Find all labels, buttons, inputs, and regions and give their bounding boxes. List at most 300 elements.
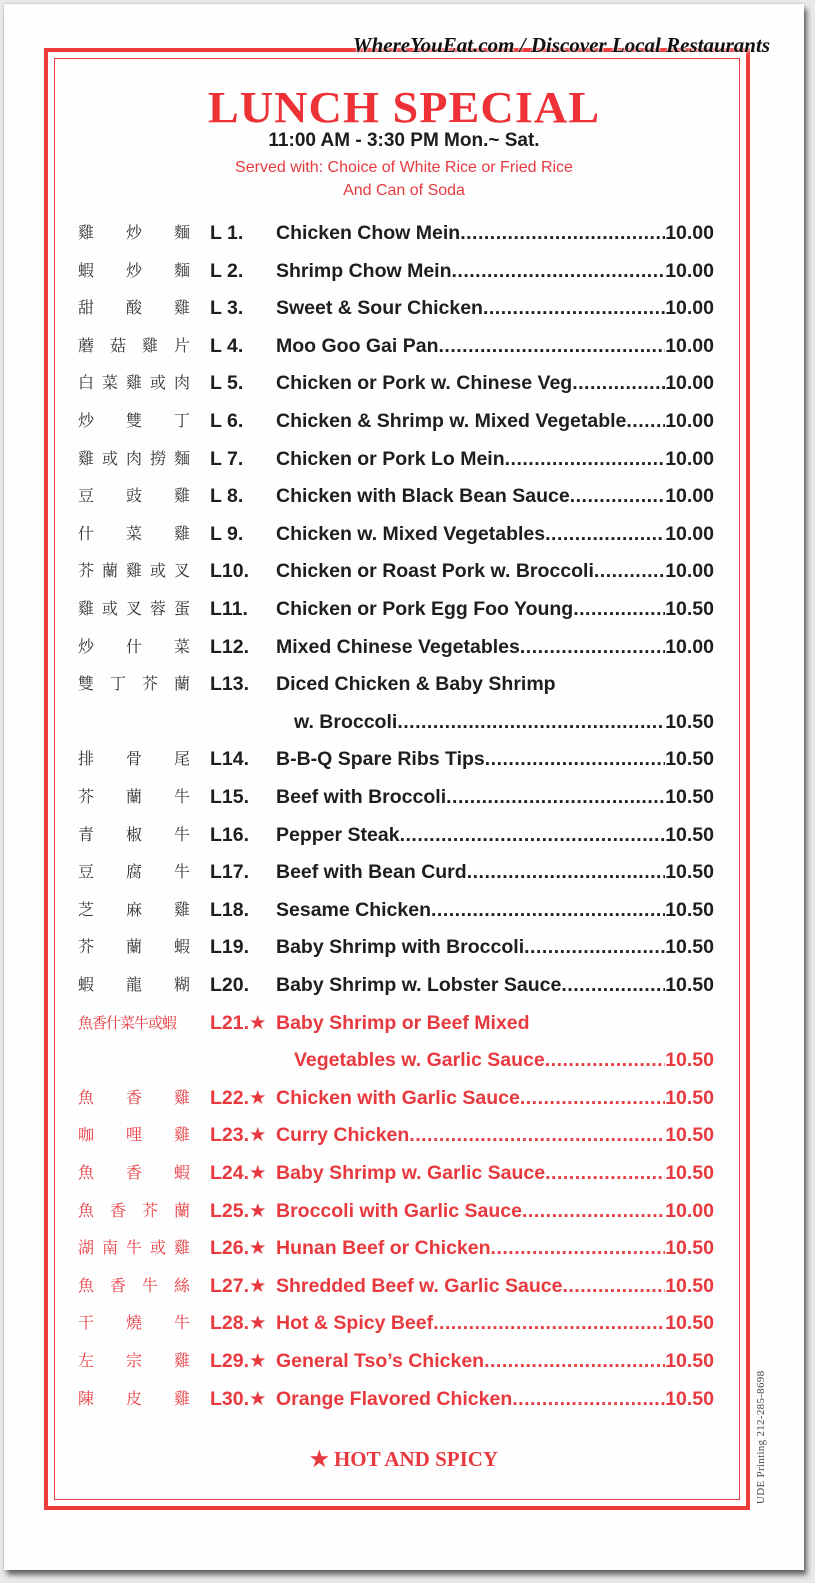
chinese-char: 魚 — [78, 1275, 95, 1295]
chinese-char: 牛 — [173, 1313, 190, 1333]
menu-item — [78, 1386, 714, 1412]
chinese-char: 什 — [125, 636, 142, 656]
menu-item — [78, 258, 714, 284]
item-code: L30.★ — [210, 1387, 267, 1410]
item-code: L20. — [210, 974, 250, 996]
item-name-line — [276, 1085, 714, 1111]
item-name-line — [276, 897, 714, 923]
chinese-char: 牛 — [173, 824, 190, 844]
dot-leader — [460, 220, 665, 246]
chinese-name — [78, 1085, 190, 1111]
item-name: Chicken or Pork Lo Mein — [276, 447, 505, 470]
item-name-line — [276, 220, 714, 246]
item-name: Chicken or Roast Pork w. Broccoli — [276, 560, 594, 583]
dot-leader — [522, 1198, 665, 1224]
item-price: 10.50 — [665, 823, 714, 846]
chinese-char: 雞 — [173, 1351, 190, 1370]
chinese-name — [78, 1273, 190, 1299]
chinese-char: 芥 — [141, 674, 158, 694]
dot-leader — [562, 1273, 665, 1299]
item-name-line — [276, 446, 714, 472]
hot-and-spicy-legend: ★ HOT AND SPICY — [309, 1447, 499, 1471]
chinese-char: 肉 — [125, 448, 142, 468]
chinese-char: 腐 — [125, 862, 142, 882]
item-price: 10.00 — [665, 297, 714, 320]
item-price: 10.00 — [665, 334, 714, 357]
chinese-char: 湖 — [78, 1238, 95, 1258]
chinese-char: 雞 — [78, 448, 95, 468]
chinese-char: 魚 — [78, 1087, 95, 1107]
dot-leader — [524, 934, 665, 960]
item-code: L15. — [210, 786, 250, 808]
dot-leader — [545, 1047, 665, 1073]
dot-leader — [409, 1122, 665, 1148]
item-price: 10.50 — [665, 1237, 714, 1260]
chinese-char: 菜 — [125, 523, 142, 543]
dot-leader — [446, 784, 665, 810]
chinese-char: 蓉 — [149, 599, 166, 618]
chinese-char: 雞 — [78, 599, 95, 618]
chinese-name — [78, 408, 190, 434]
chinese-char: 雙 — [125, 411, 142, 430]
chinese-char: 椒 — [125, 824, 142, 844]
item-price: 10.50 — [665, 1274, 714, 1297]
chinese-name — [78, 746, 190, 772]
menu-item — [78, 1160, 714, 1186]
chinese-name — [78, 1010, 190, 1036]
dot-leader — [400, 822, 666, 848]
dot-leader — [467, 859, 666, 885]
chinese-char: 牛 — [173, 862, 190, 882]
chinese-char: 尾 — [173, 749, 190, 769]
item-name: Chicken or Pork w. Chinese Veg — [276, 372, 573, 395]
item-name-line — [276, 934, 714, 960]
chinese-name — [78, 634, 190, 660]
menu-item — [78, 596, 714, 622]
item-code: L 5. — [210, 372, 244, 395]
chinese-char: 雞 — [173, 298, 190, 318]
item-name: Baby Shrimp w. Garlic Sauce — [276, 1162, 546, 1184]
menu-item — [78, 1198, 714, 1224]
chinese-name — [78, 483, 190, 509]
item-price: 10.00 — [665, 410, 714, 432]
dot-leader — [572, 370, 665, 396]
served-with-line-1: Served with: Choice of White Rice or Fried Rice — [235, 159, 573, 176]
printer-credit: UDE Printing 212-285-8698 — [755, 1370, 767, 1504]
chinese-char: 或 — [101, 448, 118, 468]
item-name: General Tso’s Chicken — [276, 1350, 485, 1372]
chinese-char: 或 — [149, 373, 166, 393]
item-name-line — [276, 784, 714, 810]
chinese-char: 白 — [78, 373, 95, 393]
item-name-line — [276, 1235, 714, 1261]
chinese-char: 蘭 — [173, 1200, 190, 1220]
item-name-line — [276, 521, 714, 547]
chinese-char: 骨 — [125, 749, 142, 769]
item-price: 10.00 — [665, 447, 714, 470]
chinese-name — [78, 1198, 190, 1224]
item-code: L29.★ — [210, 1350, 267, 1372]
item-name-line — [276, 1010, 714, 1036]
chinese-name — [78, 295, 190, 321]
chinese-char: 豆 — [78, 486, 95, 506]
item-name-line — [276, 746, 714, 772]
item-name: Beef with Broccoli — [276, 786, 447, 808]
item-price: 10.00 — [665, 259, 714, 282]
item-price: 10.50 — [665, 1049, 714, 1072]
item-name-line — [276, 258, 714, 284]
menu-item — [78, 859, 714, 885]
menu-item — [78, 822, 714, 848]
item-code: L16. — [210, 823, 250, 846]
item-price: 10.00 — [665, 222, 714, 244]
item-code: L17. — [210, 861, 250, 884]
chinese-char: 豉 — [125, 486, 142, 506]
chinese-char: 雞 — [78, 223, 95, 242]
item-name: Chicken Chow Mein — [276, 222, 461, 244]
item-name: Hunan Beef or Chicken — [276, 1237, 491, 1260]
chinese-char: 青 — [78, 824, 95, 844]
chinese-name — [78, 370, 190, 396]
item-name-continued: Vegetables w. Garlic Sauce — [294, 1049, 545, 1072]
chinese-char: 或 — [149, 1238, 166, 1258]
chinese-char: 蝦 — [78, 260, 95, 280]
chinese-char: 左 — [78, 1351, 95, 1370]
item-code: L23.★ — [210, 1124, 267, 1147]
chinese-char: 芥 — [78, 937, 95, 957]
item-name-line — [276, 295, 714, 321]
menu-item — [78, 1085, 714, 1111]
item-name-line — [276, 483, 714, 509]
chinese-char: 炒 — [78, 636, 95, 656]
item-name-line — [276, 822, 714, 848]
item-name: Sesame Chicken — [276, 898, 432, 921]
chinese-char: 南 — [101, 1238, 118, 1258]
item-name-line — [276, 1160, 714, 1186]
chinese-name — [78, 671, 190, 697]
dot-leader — [439, 333, 666, 359]
item-name: Mixed Chinese Vegetables — [276, 635, 520, 658]
item-price: 10.50 — [665, 936, 714, 959]
item-price: 10.50 — [665, 974, 714, 996]
item-name-line — [276, 1198, 714, 1224]
item-code: L22.★ — [210, 1086, 267, 1109]
menu-item — [78, 746, 714, 772]
item-name: Shrimp Chow Mein — [276, 259, 452, 282]
chinese-char: 芥 — [78, 561, 95, 581]
chinese-char: 魚 — [78, 1200, 95, 1220]
chinese-char: 香 — [109, 1275, 126, 1295]
site-watermark: WhereYouEat.com / Discover Local Restaurants — [352, 33, 770, 57]
item-price: 10.50 — [665, 786, 714, 808]
item-price: 10.50 — [665, 710, 714, 733]
item-code: L28.★ — [210, 1312, 267, 1335]
chinese-name — [78, 934, 190, 960]
chinese-char: 宗 — [125, 1351, 142, 1370]
chinese-char: 蘭 — [101, 561, 118, 581]
item-name: Beef with Bean Curd — [276, 861, 467, 884]
dot-leader — [491, 1235, 666, 1261]
menu-item — [78, 934, 714, 960]
chinese-char: 芥 — [78, 787, 95, 806]
menu-item — [78, 370, 714, 396]
chinese-name — [78, 333, 190, 359]
dot-leader — [484, 1348, 665, 1374]
dot-leader — [561, 972, 665, 998]
menu-item — [78, 446, 714, 472]
item-name: Chicken with Garlic Sauce — [276, 1086, 520, 1109]
item-code: L 4. — [210, 334, 244, 357]
item-price: 10.50 — [665, 598, 714, 620]
menu-item — [78, 558, 714, 584]
item-code: L21.★ — [210, 1011, 267, 1034]
dot-leader — [573, 596, 665, 622]
chinese-char: 或 — [149, 561, 166, 581]
chinese-name — [78, 784, 190, 810]
service-hours: 11:00 AM - 3:30 PM Mon.~ Sat. — [268, 130, 540, 151]
item-price: 10.00 — [665, 522, 714, 545]
item-name-line — [276, 370, 714, 396]
menu-item — [78, 972, 714, 998]
page-title: LUNCH SPECIAL — [207, 83, 601, 132]
item-code: L 6. — [210, 410, 244, 432]
chinese-char: 蘭 — [173, 674, 190, 694]
item-name: Chicken with Black Bean Sauce — [276, 485, 570, 508]
item-name: Curry Chicken — [276, 1124, 410, 1147]
chinese-name — [78, 446, 190, 472]
menu-item — [78, 295, 714, 321]
menu-page — [4, 4, 804, 1570]
menu-item — [78, 897, 714, 923]
item-code: L 9. — [210, 522, 244, 545]
chinese-char: 雙 — [78, 674, 95, 694]
chinese-char: 叉 — [173, 561, 190, 581]
chinese-name — [78, 972, 190, 998]
item-code: L27.★ — [210, 1274, 267, 1297]
chinese-char: 龍 — [125, 975, 142, 994]
chinese-name — [78, 1386, 190, 1412]
item-code: L 8. — [210, 485, 244, 508]
item-code: L 1. — [210, 222, 244, 244]
dot-leader — [397, 709, 665, 735]
chinese-char: 雞 — [173, 1125, 190, 1145]
item-price: 10.50 — [665, 748, 714, 771]
chinese-char: 魚香什菜牛或蝦 — [78, 1013, 177, 1032]
menu-item — [78, 1348, 714, 1374]
item-name: Shredded Beef w. Garlic Sauce — [276, 1274, 563, 1297]
item-price: 10.50 — [665, 861, 714, 884]
item-name-continued: w. Broccoli — [294, 710, 398, 733]
item-name: Broccoli with Garlic Sauce — [276, 1199, 522, 1222]
dot-leader — [483, 295, 665, 321]
chinese-char: 甜 — [78, 298, 95, 318]
item-price: 10.50 — [665, 1312, 714, 1335]
dot-leader — [452, 258, 666, 284]
item-name-line — [276, 634, 714, 660]
item-code: L13. — [210, 673, 250, 696]
chinese-char: 麻 — [125, 899, 142, 919]
chinese-char: 干 — [78, 1313, 95, 1333]
chinese-char: 雞 — [173, 523, 190, 543]
menu-item — [78, 1310, 714, 1336]
menu-item — [78, 634, 714, 660]
item-code: L 3. — [210, 297, 244, 320]
menu-item-continuation — [78, 1047, 714, 1073]
chinese-char: 雞 — [125, 561, 142, 581]
item-name: Chicken or Pork Egg Foo Young — [276, 598, 574, 620]
chinese-char: 炒 — [78, 411, 95, 430]
item-name: Diced Chicken & Baby Shrimp — [276, 673, 556, 696]
menu-item — [78, 333, 714, 359]
item-name: B-B-Q Spare Ribs Tips — [276, 748, 485, 771]
item-name-line — [276, 1310, 714, 1336]
chinese-char: 香 — [109, 1200, 126, 1220]
dot-leader — [485, 746, 665, 772]
chinese-char: 香 — [125, 1087, 142, 1107]
chinese-char: 肉 — [173, 373, 190, 393]
chinese-name — [78, 258, 190, 284]
menu-item — [78, 784, 714, 810]
item-name: Chicken w. Mixed Vegetables — [276, 522, 546, 545]
item-name: Moo Goo Gai Pan — [276, 334, 439, 357]
chinese-name — [78, 596, 190, 622]
chinese-char: 絲 — [173, 1275, 190, 1295]
chinese-char: 芝 — [78, 899, 95, 919]
chinese-name — [78, 1122, 190, 1148]
chinese-name — [78, 822, 190, 848]
chinese-char: 炒 — [125, 223, 142, 242]
chinese-char: 菜 — [173, 636, 190, 656]
chinese-char: 片 — [173, 335, 190, 355]
item-price: 10.00 — [665, 635, 714, 658]
chinese-char: 豆 — [78, 862, 95, 882]
chinese-char: 撈 — [149, 448, 166, 468]
chinese-char: 咖 — [78, 1125, 95, 1145]
served-with-line-2: And Can of Soda — [343, 182, 465, 199]
menu-item-continuation — [78, 709, 714, 735]
item-name: Hot & Spicy Beef — [276, 1312, 434, 1335]
chinese-name — [78, 521, 190, 547]
dot-leader — [520, 634, 665, 660]
item-name: Baby Shrimp with Broccoli — [276, 936, 525, 959]
item-name-line — [276, 972, 714, 998]
chinese-char: 雞 — [173, 899, 190, 919]
chinese-name — [78, 1160, 190, 1186]
chinese-name — [78, 1310, 190, 1336]
dot-leader — [520, 1085, 665, 1111]
chinese-char: 炒 — [125, 260, 142, 280]
chinese-name — [78, 1348, 190, 1374]
chinese-char: 蝦 — [173, 1163, 190, 1182]
item-price: 10.00 — [665, 1199, 714, 1222]
item-code: L 7. — [210, 447, 244, 470]
chinese-char: 雞 — [173, 1087, 190, 1107]
item-name-line — [276, 1386, 714, 1412]
item-code: L25.★ — [210, 1199, 267, 1222]
chinese-char: 蘑 — [78, 335, 95, 355]
chinese-char: 叉 — [125, 599, 142, 618]
item-name-line — [276, 1348, 714, 1374]
dot-leader — [545, 521, 665, 547]
item-code: L 2. — [210, 259, 244, 282]
chinese-name — [78, 897, 190, 923]
item-code: L11. — [210, 598, 248, 620]
item-code: L14. — [210, 748, 250, 771]
chinese-name — [78, 558, 190, 584]
chinese-char: 蘭 — [125, 787, 142, 806]
chinese-char: 麵 — [173, 448, 190, 468]
menu-item — [78, 1122, 714, 1148]
chinese-char: 麵 — [173, 260, 190, 280]
chinese-char: 丁 — [173, 411, 190, 430]
menu-item — [78, 671, 714, 697]
item-price: 10.50 — [665, 898, 714, 921]
item-code: L10. — [210, 560, 250, 583]
dot-leader — [545, 1160, 665, 1186]
item-code: L26.★ — [210, 1237, 267, 1260]
item-name-line — [276, 558, 714, 584]
item-name: Baby Shrimp w. Lobster Sauce — [276, 974, 562, 996]
item-code: L24.★ — [210, 1162, 267, 1184]
item-name-line — [276, 859, 714, 885]
item-price: 10.00 — [665, 372, 714, 395]
item-name-line — [276, 1273, 714, 1299]
chinese-char: 麵 — [173, 223, 190, 242]
item-name: Sweet & Sour Chicken — [276, 297, 483, 320]
chinese-char: 芥 — [141, 1200, 158, 1220]
menu-item — [78, 1273, 714, 1299]
item-code: L19. — [210, 936, 250, 959]
dot-leader — [594, 558, 665, 584]
dot-leader — [626, 408, 665, 434]
chinese-char: 皮 — [125, 1388, 142, 1408]
dot-leader — [570, 483, 665, 509]
menu-item — [78, 1010, 714, 1036]
item-name: Baby Shrimp or Beef Mixed — [276, 1011, 530, 1034]
chinese-char: 丁 — [109, 674, 126, 694]
chinese-char: 牛 — [125, 1238, 142, 1258]
menu-item — [78, 1235, 714, 1261]
item-price: 10.50 — [665, 1350, 714, 1372]
chinese-char: 牛 — [173, 787, 190, 806]
chinese-char: 菜 — [101, 373, 118, 393]
chinese-char: 蘭 — [125, 937, 142, 957]
chinese-char: 牛 — [141, 1275, 158, 1295]
item-code: L18. — [210, 898, 250, 921]
chinese-char: 香 — [125, 1163, 142, 1182]
item-price: 10.50 — [665, 1124, 714, 1147]
chinese-char: 蛋 — [173, 599, 190, 618]
chinese-char: 雞 — [141, 335, 158, 355]
item-name-line — [276, 408, 714, 434]
chinese-char: 陳 — [78, 1388, 95, 1408]
item-name-line — [276, 333, 714, 359]
chinese-char: 排 — [78, 749, 95, 769]
chinese-char: 蝦 — [173, 937, 190, 957]
chinese-name — [78, 859, 190, 885]
menu-item — [78, 483, 714, 509]
item-name: Chicken & Shrimp w. Mixed Vegetable — [276, 410, 627, 432]
dot-leader — [512, 1386, 665, 1412]
item-price: 10.00 — [665, 560, 714, 583]
chinese-char: 蝦 — [78, 975, 95, 994]
item-name-line — [276, 671, 714, 697]
chinese-char: 酸 — [125, 298, 142, 318]
item-name-line-2 — [294, 1047, 714, 1073]
chinese-char: 什 — [78, 523, 95, 543]
chinese-char: 雞 — [173, 1388, 190, 1408]
item-name-line-2 — [294, 709, 714, 735]
